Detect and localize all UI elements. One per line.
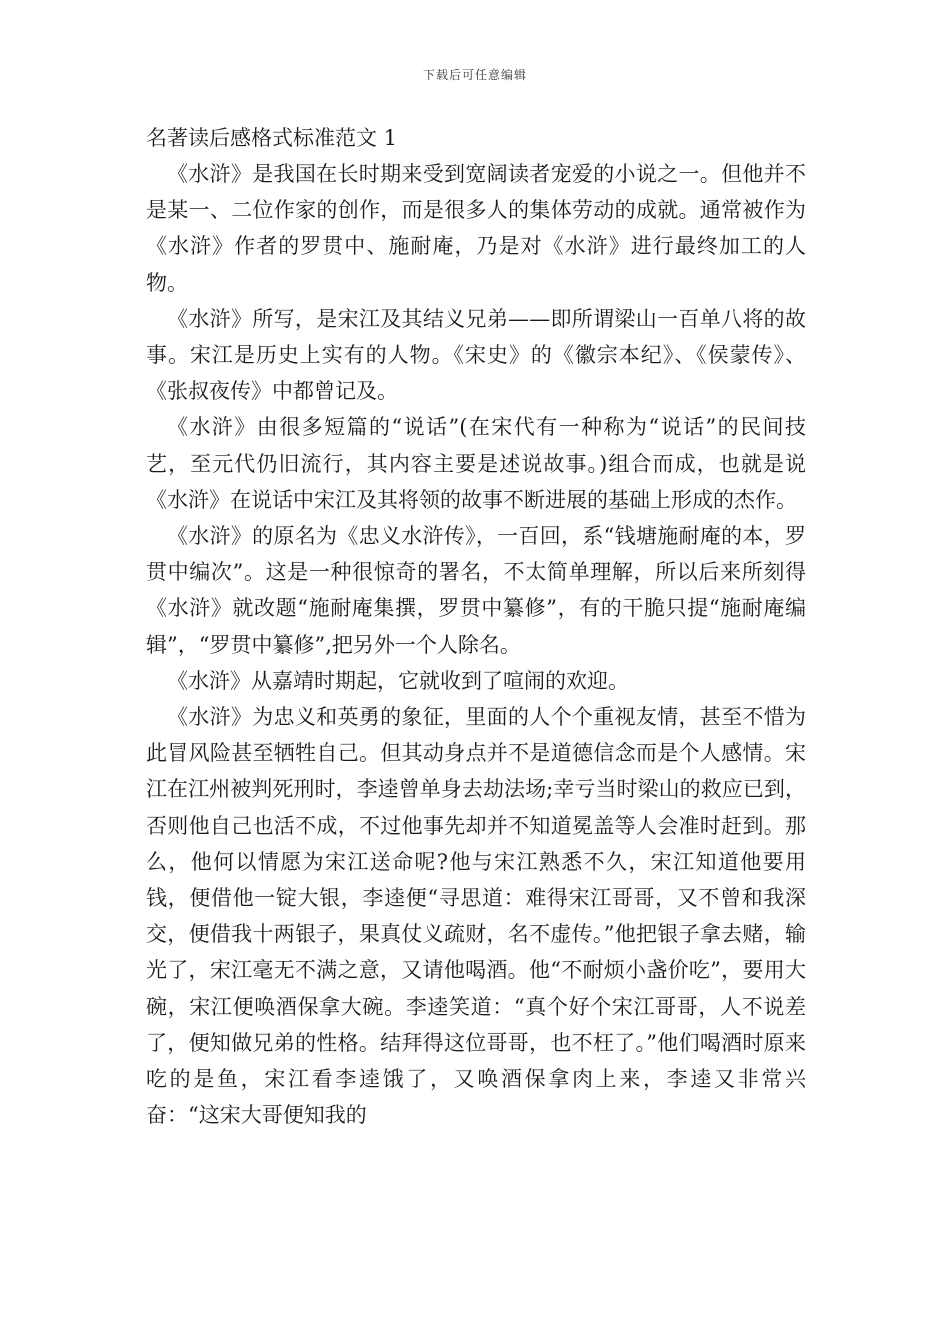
- document-body: [146, 120, 806, 1133]
- paragraph-3: 《水浒》由很多短篇的“说话”(在宋代有一种称为“说话”的民间技艺，至元代仍旧流行，其内容主要是述说故事。)组合而成，也就是说《水浒》在说话中宋江及其将领的故事不断进展的基础上形成的杰作。: [146, 415, 806, 512]
- paragraph-6: 《水浒》为忠义和英勇的象征，里面的人个个重视友情，甚至不惜为此冒风险甚至牺牲自己。但其动身点并不是道德信念而是个人感情。宋江在江州被判死刑时，李逵曾单身去劫法场;幸亏当时梁山的救应已到，否则他自己也活不成，不过他事先却并不知道冕盖等人会准时赶到。那么，他何以情愿为宋江送命呢?他与宋江熟悉不久，宋江知道他要用钱，便借他一锭大银，李逵便“寻思道：难得宋江哥哥，又不曾和我深交，便借我十两银子，果真仗义疏财，名不虚传。”他把银子拿去赌，输光了，宋江毫无不满之意，又请他喝酒。他“不耐烦小盏价吃”，要用大碗，宋江便唤酒保拿大碗。李逵笑道：“真个好个宋江哥哥，人不说差了，便知做兄弟的性格。结拜得这位哥哥，也不枉了。”他们喝酒时原来吃的是鱼，宋江看李逵饿了，又唤酒保拿肉上来，李逵又非常兴奋：“这宋大哥便知我的: [146, 705, 806, 1128]
- paragraph-5: 《水浒》从嘉靖时期起，它就收到了喧闹的欢迎。: [167, 668, 629, 693]
- paragraph-1: 《水浒》是我国在长时期来受到宽阔读者宠爱的小说之一。但他并不是某一、二位作家的创作，而是很多人的集体劳动的成就。通常被作为《水浒》作者的罗贯中、施耐庵，乃是对《水浒》进行最终加工的人物。: [146, 162, 806, 295]
- paragraph-2: 《水浒》所写，是宋江及其结义兄弟——即所谓梁山一百单八将的故事。宋江是历史上实有的人物。《宋史》的《徽宗本纪》、《侯蒙传》、《张叔夜传》中都曾记及。: [146, 306, 806, 404]
- header-note: 下载后可任意编辑: [422, 68, 527, 82]
- document-title: 名著读后感格式标准范文 1: [146, 126, 398, 150]
- paragraph-4: 《水浒》的原名为《忠义水浒传》，一百回，系“钱塘施耐庵的本，罗贯中编次”。这是一种很惊奇的署名，不太简单理解，所以后来所刻得《水浒》就改题“施耐庵集撰，罗贯中纂修”，有的干脆只提“施耐庵编辑”，“罗贯中纂修”,把另外一个人除名。: [146, 524, 806, 657]
